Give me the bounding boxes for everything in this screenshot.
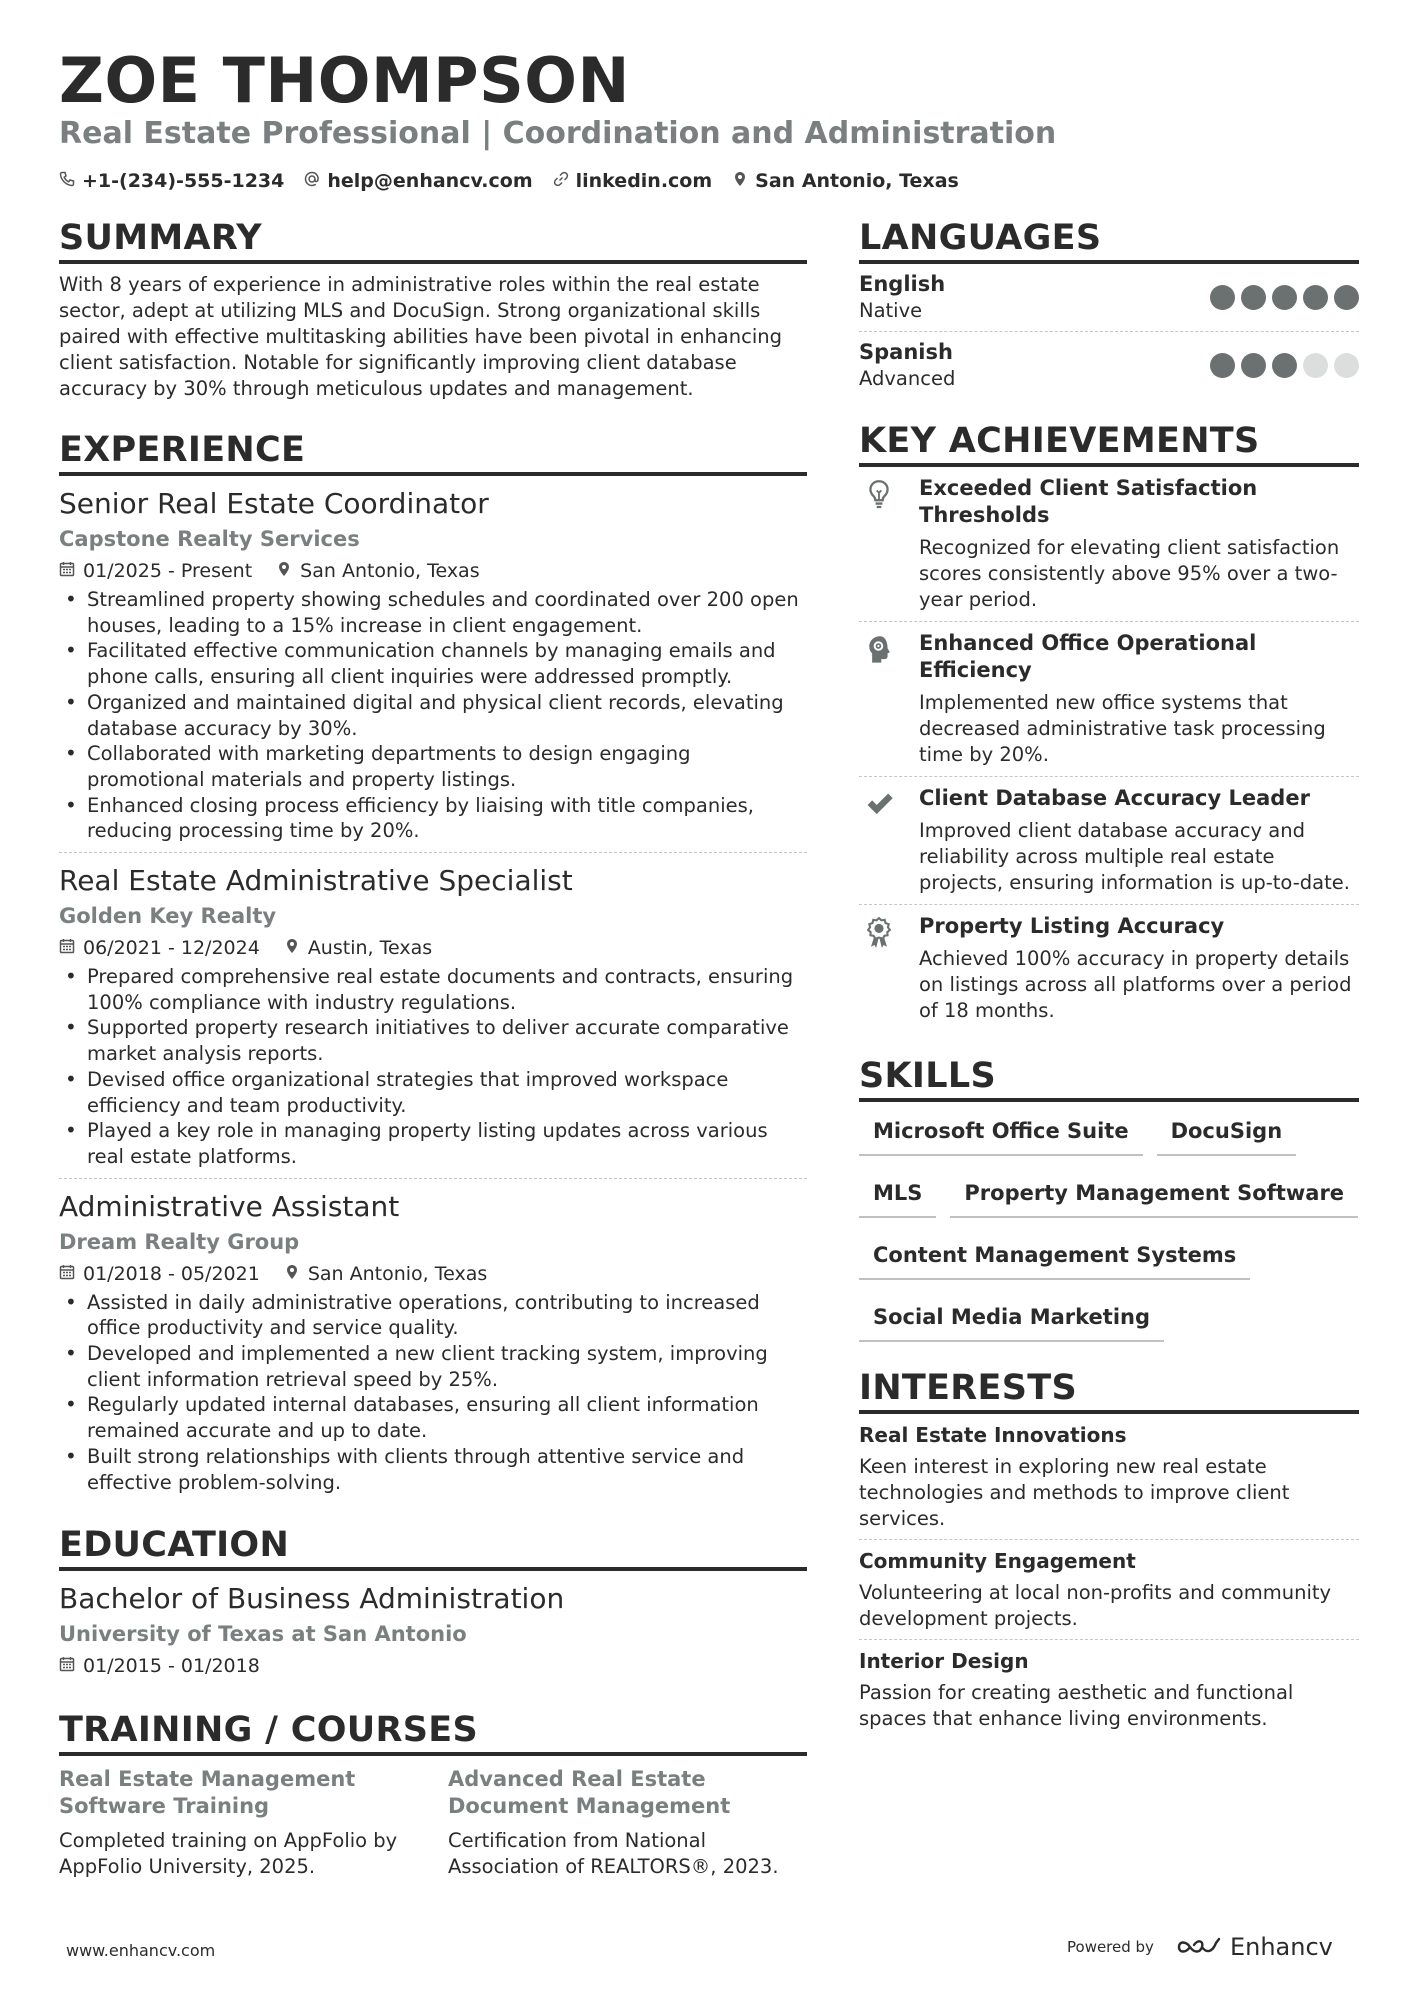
location-icon	[284, 1260, 300, 1288]
candidate-headline: Real Estate Professional | Coordination and Administration	[59, 116, 1057, 151]
job-bullet: • Supported property research initiatives to deliver accurate comparative market analysis reports.	[59, 1015, 807, 1066]
job-meta	[59, 934, 807, 962]
job-location	[284, 1260, 487, 1288]
location-icon	[284, 934, 300, 962]
language-name: English	[859, 272, 946, 296]
checkmark-icon	[859, 785, 899, 896]
achievement-title: Property Listing Accuracy	[919, 914, 1225, 938]
contact-phone-text: +1-(234)-555-1234	[82, 170, 285, 192]
achievement-desc: Recognized for elevating client satisfaction scores consistently above 95% over a two-year period.	[919, 536, 1340, 611]
contact-location-text: San Antonio, Texas	[755, 170, 959, 192]
achievements-section	[859, 419, 1359, 1032]
job-bullet: • Prepared comprehensive real estate documents and contracts, ensuring 100% compliance with industry regulations.	[59, 964, 807, 1015]
rating-dot-filled	[1241, 285, 1266, 310]
achievement-title: Enhanced Office Operational Efficiency	[919, 631, 1257, 682]
language-name: Spanish	[859, 340, 953, 364]
location-icon	[276, 557, 292, 585]
rating-dot-filled	[1241, 353, 1266, 378]
summary-title: SUMMARY	[59, 216, 807, 264]
job-bullet: • Streamlined property showing schedules and coordinated over 200 open houses, leading to a 15% increase in client engagement.	[59, 587, 807, 638]
enhancv-logo-icon	[1176, 1935, 1222, 1959]
footer-branding	[1067, 1933, 1333, 1961]
job-bullet: • Enhanced closing process efficiency by liaising with title companies, reducing processing time by 20%.	[59, 793, 807, 844]
job-location-text: Austin, Texas	[307, 937, 433, 960]
language-level: Advanced	[859, 367, 956, 390]
achievement-entry	[859, 621, 1359, 776]
interest-title: Real Estate Innovations	[859, 1423, 1127, 1447]
calendar-icon	[59, 557, 75, 585]
job-title: Senior Real Estate Coordinator	[59, 487, 489, 520]
training-title: TRAINING / COURSES	[59, 1708, 807, 1756]
job-company: Capstone Realty Services	[59, 527, 360, 551]
training-section	[59, 1708, 807, 1880]
job-meta	[59, 557, 807, 585]
contact-email[interactable]	[304, 170, 532, 192]
job-location-text: San Antonio, Texas	[307, 1262, 488, 1285]
job-bullet: • Collaborated with marketing departments to design engaging promotional materials and property listings.	[59, 741, 807, 792]
calendar-icon	[59, 934, 75, 962]
job-entry	[59, 476, 807, 852]
experience-section	[59, 428, 807, 1503]
job-bullet: • Built strong relationships with clients through attentive service and effective problem-solving.	[59, 1444, 807, 1495]
rating-dot-filled	[1334, 285, 1359, 310]
education-dates-text: 01/2015 - 01/2018	[83, 1655, 260, 1678]
rating-dot-empty	[1334, 353, 1359, 378]
contact-bar	[59, 170, 959, 192]
calendar-icon	[59, 1260, 75, 1288]
job-location-text: San Antonio, Texas	[300, 560, 480, 582]
interest-entry	[859, 1639, 1359, 1739]
skill-tag: Social Media Marketing	[859, 1300, 1164, 1342]
achievement-entry	[859, 904, 1359, 1032]
job-meta	[59, 1260, 807, 1288]
job-bullet: • Organized and maintained digital and physical client records, elevating database accuracy by 30%.	[59, 690, 807, 741]
interest-desc: Volunteering at local non-profits and community development projects.	[859, 1581, 1332, 1630]
left-column	[59, 216, 807, 1880]
skill-tag: DocuSign	[1157, 1114, 1297, 1156]
interest-title: Community Engagement	[859, 1549, 1136, 1573]
job-entry	[59, 1178, 807, 1504]
language-rating	[1210, 353, 1359, 378]
achievement-desc: Implemented new office systems that decreased administrative task processing time by 20%.	[919, 691, 1326, 766]
job-location	[284, 934, 432, 962]
job-bullet: • Developed and implemented a new client tracking system, improving client information retrieval speed by 25%.	[59, 1341, 807, 1392]
contact-location	[732, 170, 959, 192]
rating-dot-filled	[1210, 285, 1235, 310]
interest-desc: Passion for creating aesthetic and functional spaces that enhance living environments.	[859, 1681, 1294, 1730]
course-entry	[448, 1766, 807, 1880]
interest-entry	[859, 1414, 1359, 1539]
skill-tag: Property Management Software	[950, 1176, 1358, 1218]
footer-website[interactable]: www.enhancv.com	[66, 1941, 216, 1960]
job-entry	[59, 852, 807, 1178]
head-gear-icon	[859, 630, 899, 768]
brand-logo[interactable]	[1176, 1933, 1333, 1961]
education-title: EDUCATION	[59, 1523, 807, 1571]
interest-desc: Keen interest in exploring new real estate technologies and methods to improve client services.	[859, 1455, 1290, 1530]
contact-linkedin-text: linkedin.com	[575, 170, 713, 192]
achievement-desc: Improved client database accuracy and reliability across multiple real estate projects, ensuring information is up-to-date.	[919, 819, 1350, 894]
course-desc: Completed training on AppFolio by AppFolio University, 2025.	[59, 1829, 398, 1879]
interests-title: INTERESTS	[859, 1366, 1359, 1414]
education-meta	[59, 1652, 807, 1680]
right-column	[859, 216, 1359, 1739]
languages-section	[859, 216, 1359, 399]
education-dates	[59, 1652, 260, 1680]
job-company: Golden Key Realty	[59, 904, 277, 929]
contact-email-text: help@enhancv.com	[327, 170, 533, 192]
experience-title: EXPERIENCE	[59, 428, 807, 476]
languages-title: LANGUAGES	[859, 216, 1359, 264]
link-icon	[553, 170, 569, 192]
interests-section	[859, 1366, 1359, 1739]
achievement-desc: Achieved 100% accuracy in property details on listings across all platforms over a period of 18 months.	[919, 947, 1352, 1022]
job-bullet: • Regularly updated internal databases, ensuring all client information remained accurate and up to date.	[59, 1392, 807, 1443]
achievement-title: Client Database Accuracy Leader	[919, 786, 1310, 810]
job-dates-text: 06/2021 - 12/2024	[83, 937, 260, 960]
rating-dot-filled	[1303, 285, 1328, 310]
education-school: University of Texas at San Antonio	[59, 1622, 467, 1647]
powered-by-label: Powered by	[1067, 1938, 1154, 1956]
interest-title: Interior Design	[859, 1649, 1029, 1673]
at-icon	[304, 170, 320, 192]
job-bullet: • Facilitated effective communication channels by managing emails and phone calls, ensuring all client inquiries were addressed promptly.	[59, 638, 807, 689]
skills-title: SKILLS	[859, 1054, 1359, 1102]
skill-tag: Content Management Systems	[859, 1238, 1250, 1280]
job-dates	[59, 934, 260, 962]
education-degree: Bachelor of Business Administration	[59, 1582, 565, 1616]
language-level: Native	[859, 299, 923, 322]
job-bullet: • Played a key role in managing property listing updates across various real estate platforms.	[59, 1118, 807, 1169]
language-entry	[859, 331, 1359, 399]
achievement-title: Exceeded Client Satisfaction Thresholds	[919, 476, 1258, 527]
job-location	[276, 557, 479, 585]
language-entry	[859, 264, 1359, 331]
rating-dot-filled	[1272, 285, 1297, 310]
rating-dot-empty	[1303, 353, 1328, 378]
course-title: Advanced Real Estate Document Management	[448, 1767, 731, 1819]
job-bullets	[59, 1290, 807, 1496]
phone-icon	[59, 170, 75, 192]
rating-dot-filled	[1210, 353, 1235, 378]
language-rating	[1210, 285, 1359, 310]
achievement-entry	[859, 776, 1359, 904]
calendar-icon	[59, 1652, 75, 1680]
skill-list	[859, 1114, 1359, 1342]
job-bullet: • Devised office organizational strategies that improved workspace efficiency and team productivity.	[59, 1067, 807, 1118]
course-list	[59, 1766, 807, 1880]
summary-section	[59, 216, 807, 402]
job-title: Administrative Assistant	[59, 1189, 400, 1223]
rating-dot-filled	[1272, 353, 1297, 378]
achievement-entry	[859, 467, 1359, 621]
job-dates-text: 01/2025 - Present	[83, 560, 253, 582]
skills-section	[859, 1054, 1359, 1342]
location-icon	[732, 170, 748, 192]
summary-text: With 8 years of experience in administrative roles within the real estate sector, adept at utilizing MLS and DocuSign. Strong organizational skills paired with effective multitasking abilities have been pivotal in enhancing client satisfaction. Notable for significantly improving client database accuracy by 30% through meticulous updates and management.	[59, 273, 782, 400]
interest-entry	[859, 1539, 1359, 1639]
candidate-name: ZOE THOMPSON	[59, 44, 630, 117]
job-title: Real Estate Administrative Specialist	[59, 864, 573, 898]
course-title: Real Estate Management Software Training	[59, 1767, 356, 1819]
course-entry	[59, 1766, 418, 1880]
brand-name: Enhancv	[1229, 1933, 1333, 1961]
education-section	[59, 1523, 807, 1680]
award-ribbon-icon	[859, 913, 899, 1024]
job-dates-text: 01/2018 - 05/2021	[83, 1262, 260, 1285]
job-bullet: • Assisted in daily administrative operations, contributing to increased office productivity and service quality.	[59, 1290, 807, 1341]
job-company: Dream Realty Group	[59, 1229, 300, 1254]
lightbulb-icon	[859, 475, 899, 613]
job-bullets	[59, 964, 807, 1170]
job-dates	[59, 557, 252, 585]
job-bullets	[59, 587, 807, 844]
achievements-title: KEY ACHIEVEMENTS	[859, 419, 1359, 467]
course-desc: Certification from National Association of REALTORS®, 2023.	[448, 1829, 779, 1879]
skill-tag: MLS	[859, 1176, 936, 1218]
skill-tag: Microsoft Office Suite	[859, 1114, 1143, 1156]
job-dates	[59, 1260, 260, 1288]
contact-phone[interactable]	[59, 170, 284, 192]
contact-linkedin[interactable]	[553, 170, 713, 192]
